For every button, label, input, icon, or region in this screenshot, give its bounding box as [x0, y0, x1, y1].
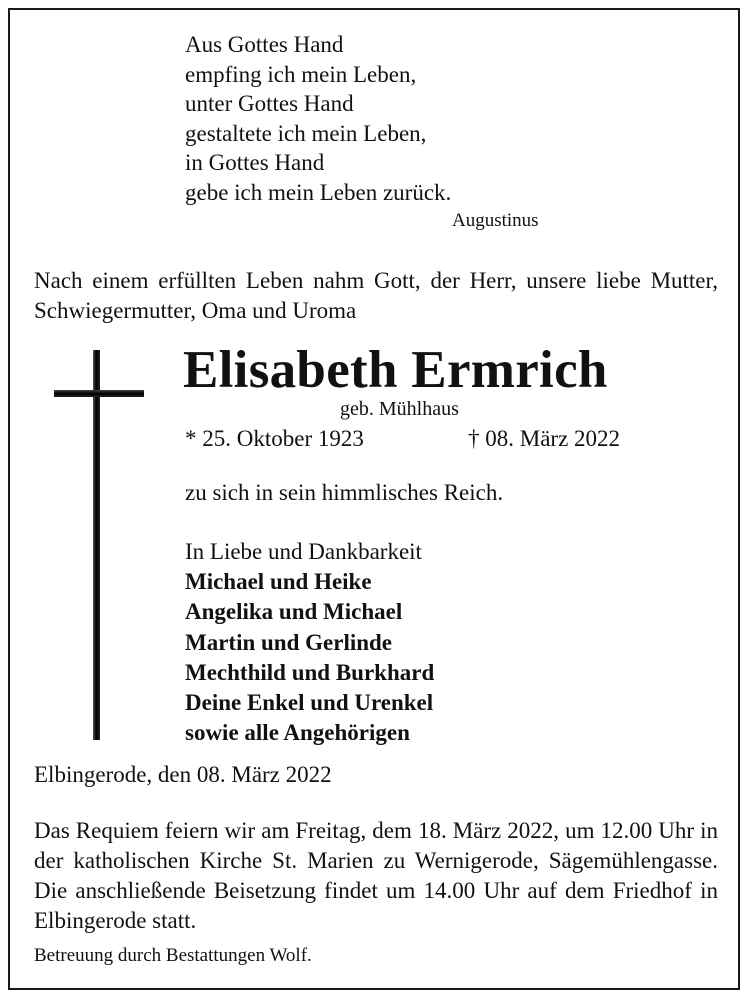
cross-horizontal-bar — [54, 390, 144, 397]
undertaker-note: Betreuung durch Bestattungen Wolf. — [34, 945, 312, 966]
poem-line: unter Gottes Hand — [185, 91, 354, 116]
mourner-name: Mechthild und Burkhard — [185, 659, 435, 685]
poem-line: empfing ich mein Leben, — [185, 61, 417, 87]
poem-line: Aus Gottes Hand — [185, 32, 344, 57]
mourner-name: Michael und Heike — [185, 569, 372, 595]
mourner-name: Martin und Gerlinde — [185, 629, 393, 655]
poem-line: in Gottes Hand — [185, 150, 325, 175]
mourner-name: Angelika und Michael — [185, 599, 403, 625]
mourner-name: sowie alle Angehörigen — [185, 720, 410, 746]
requiem-text: Das Requiem feiern wir am Freitag, dem 18. März 2022, um 12.00 Uhr in der katholischen Kirche St. Marien zu Wernigerode, Sägemühlengasse. Die anschließende Beisetzung findet um 14.00 Uhr auf dem Friedhof in Elbingerode statt. — [34, 818, 718, 933]
mourners-list — [185, 537, 434, 748]
heaven-line: zu sich in sein himmlisches Reich. — [185, 480, 504, 505]
cross-icon — [54, 350, 144, 740]
poem-line: gebe ich mein Leben zurück. — [185, 179, 452, 205]
poem-line: gestaltete ich mein Leben, — [185, 120, 427, 146]
poem-author: Augustinus — [452, 210, 539, 231]
mourners-lead: In Liebe und Dankbarkeit — [185, 539, 422, 564]
deceased-name: Elisabeth Ermrich — [183, 341, 608, 399]
birth-date: * 25. Oktober 1923 — [185, 426, 364, 451]
place-date: Elbingerode, den 08. März 2022 — [34, 762, 332, 787]
poem — [185, 30, 451, 207]
maiden-name: geb. Mühlhaus — [340, 398, 459, 420]
death-date: † 08. März 2022 — [468, 426, 621, 451]
cross-vertical-bar — [93, 350, 100, 740]
intro-text: Nach einem erfüllten Leben nahm Gott, der Herr, unsere liebe Mutter, Schwiegermutter, Oma und Uroma — [34, 268, 718, 323]
mourner-name: Deine Enkel und Urenkel — [185, 690, 434, 716]
